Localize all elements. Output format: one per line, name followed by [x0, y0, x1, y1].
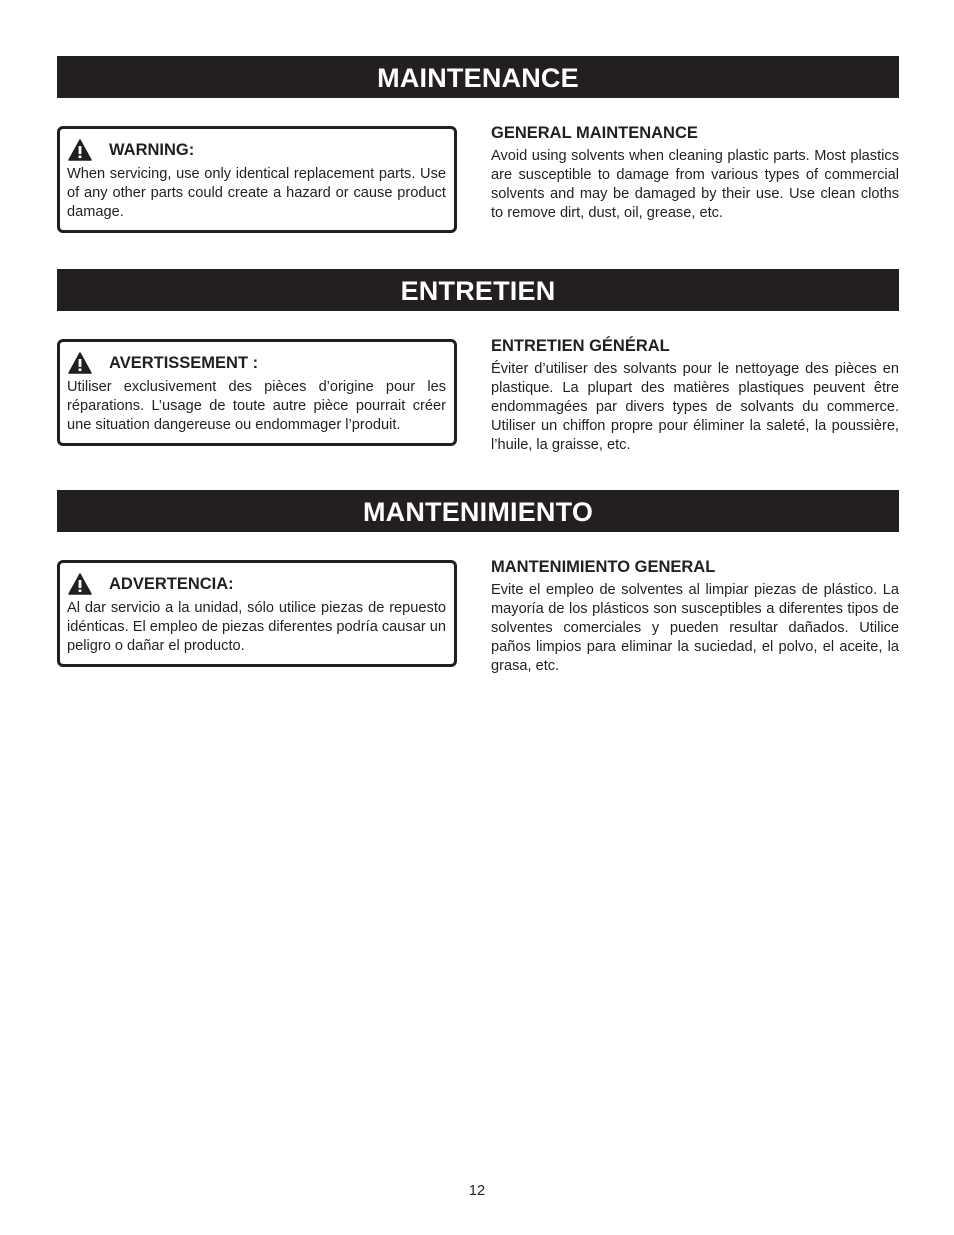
warning-box [57, 560, 457, 667]
warning-title: ADVERTENCIA: [109, 574, 234, 593]
warning-triangle-icon [68, 352, 92, 374]
section-maintenance [57, 56, 899, 221]
warning-title: WARNING: [109, 140, 195, 159]
warning-title-row [67, 139, 446, 161]
section-mantenimiento [57, 490, 899, 674]
warning-title-row [67, 352, 446, 374]
warning-text: Al dar servicio a la unidad, sólo utilice piezas de repuesto idénticas. El empleo de piezas diferentes podría causar un peligro o dañar el producto. [67, 600, 446, 654]
warning-text: Utiliser exclusivement des pièces d’origine pour les réparations. L’usage de toute autre pièce pourrait créer une situation dangereuse ou endommager l’produit. [67, 379, 446, 433]
section-entretien [57, 269, 899, 453]
maintenance-text: Éviter d’utiliser des solvants pour le nettoyage des pièces en plastique. La plupart des matières plastiques peuvent être endommagées par divers types de solvants du commerce. Utiliser un chiffon propre pour éliminer la saleté, la poussière, l’huile, la graisse, etc. [491, 361, 899, 453]
general-maintenance [491, 337, 899, 455]
maintenance-heading: MANTENIMIENTO GENERAL [491, 558, 716, 576]
section-title: MAINTENANCE [57, 56, 899, 98]
section-title: MANTENIMIENTO [57, 490, 899, 532]
general-maintenance [491, 558, 899, 676]
maintenance-text: Evite el empleo de solventes al limpiar piezas de plástico. La mayoría de los plásticos son susceptibles a diferentes tipos de solventes comerciales y pueden resultar dañados. Utilice paños limpios para eliminar la suciedad, el polvo, el aceite, la grasa, etc. [491, 582, 899, 674]
warning-triangle-icon [68, 573, 92, 595]
warning-triangle-icon [68, 139, 92, 161]
section-title: ENTRETIEN [57, 269, 899, 311]
warning-box [57, 339, 457, 446]
warning-title: AVERTISSEMENT : [109, 353, 259, 372]
warning-title-row [67, 573, 446, 595]
maintenance-heading: GENERAL MAINTENANCE [491, 124, 698, 142]
page-number: 12 [468, 1183, 486, 1199]
maintenance-text: Avoid using solvents when cleaning plastic parts. Most plastics are susceptible to damage from various types of commercial solvents and may be damaged by their use. Use clean cloths to remove dirt, dust, oil, grease, etc. [491, 148, 899, 221]
general-maintenance [491, 124, 899, 223]
warning-text: When servicing, use only identical replacement parts. Use of any other parts could create a hazard or cause product damage. [67, 166, 446, 220]
warning-box [57, 126, 457, 233]
maintenance-heading: ENTRETIEN GÉNÉRAL [491, 337, 670, 355]
